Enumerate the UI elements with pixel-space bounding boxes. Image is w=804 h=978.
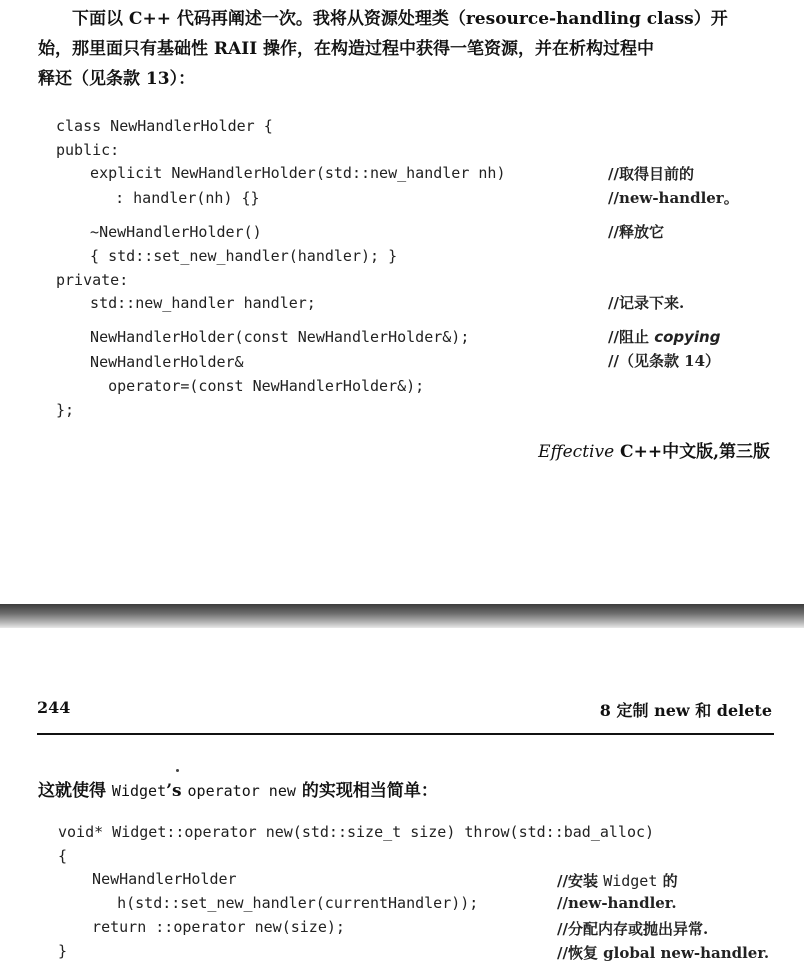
code-comment: //（见条款 14） <box>608 352 721 370</box>
code-comment: //记录下来. <box>608 294 685 312</box>
book-caption <box>538 437 770 462</box>
comment-text: 的 <box>657 872 678 890</box>
intro-code: Widget <box>111 782 167 800</box>
intro-paragraph <box>38 4 773 94</box>
code-comment: //释放它 <box>608 223 664 241</box>
code-line: explicit NewHandlerHolder(std::new_handler nh) <box>72 164 506 182</box>
code-line: return ::operator new(size); <box>74 918 345 936</box>
code-line: public: <box>56 141 120 159</box>
code-comment <box>608 326 720 347</box>
caption-rest: C++中文版,第三版 <box>614 442 770 462</box>
code-line: void* Widget::operator new(std::size_t size) throw(std::bad_alloc) <box>58 823 655 841</box>
paragraph-line-2: 始，那里面只有基础性 RAII 操作，在构造过程中获得一笔资源，并在析构过程中 <box>38 39 655 59</box>
bottom-intro <box>38 776 773 806</box>
comment-italic-word: copying <box>654 328 721 346</box>
code-line: std::new_handler handler; <box>72 294 316 312</box>
intro-text: 的实现相当简单： <box>295 781 438 801</box>
code-line: { std::set_new_handler(handler); } <box>72 247 398 265</box>
code-comment: //取得目前的 <box>608 165 694 183</box>
code-line: class NewHandlerHolder { <box>56 117 273 135</box>
comment-text: //安装 <box>557 872 604 890</box>
code-line: NewHandlerHolder& <box>72 353 244 371</box>
code-comment <box>557 870 678 891</box>
intro-text: 这就使得 <box>38 781 112 801</box>
chapter-title: 8 定制 new 和 delete <box>599 701 772 720</box>
code-line: } <box>58 942 68 960</box>
code-line: NewHandlerHolder <box>74 870 237 888</box>
code-line: { <box>58 847 68 865</box>
intro-text: ’s <box>166 781 188 801</box>
comment-text: //阻止 <box>608 328 655 346</box>
scan-speck <box>176 769 179 772</box>
code-line: h(std::set_new_handler(currentHandler)); <box>90 894 479 912</box>
code-comment: //new-handler. <box>557 894 677 912</box>
code-line: operator=(const NewHandlerHolder&); <box>72 377 425 395</box>
page-number: 244 <box>37 698 71 717</box>
code-comment: //恢复 global new-handler. <box>557 944 770 962</box>
intro-code: operator new <box>187 782 296 800</box>
code-line: : handler(nh) {} <box>88 189 260 207</box>
code-line: }; <box>56 401 75 419</box>
header-rule <box>37 733 774 735</box>
code-line: NewHandlerHolder(const NewHandlerHolder&); <box>72 328 470 346</box>
comment-code: Widget <box>603 872 658 890</box>
code-comment: //分配内存或抛出异常. <box>557 920 709 938</box>
code-line: private: <box>56 271 129 289</box>
code-line: ~NewHandlerHolder() <box>72 223 262 241</box>
page-header <box>37 698 772 724</box>
caption-italic: Effective <box>538 442 615 462</box>
paragraph-line-3: 释还（见条款 13）： <box>38 69 196 89</box>
code-comment: //new-handler。 <box>608 189 739 207</box>
paragraph-line-1: 下面以 C++ 代码再阐述一次。我将从资源处理类（resource-handling class）开 <box>72 9 728 29</box>
page-separator <box>0 604 804 628</box>
